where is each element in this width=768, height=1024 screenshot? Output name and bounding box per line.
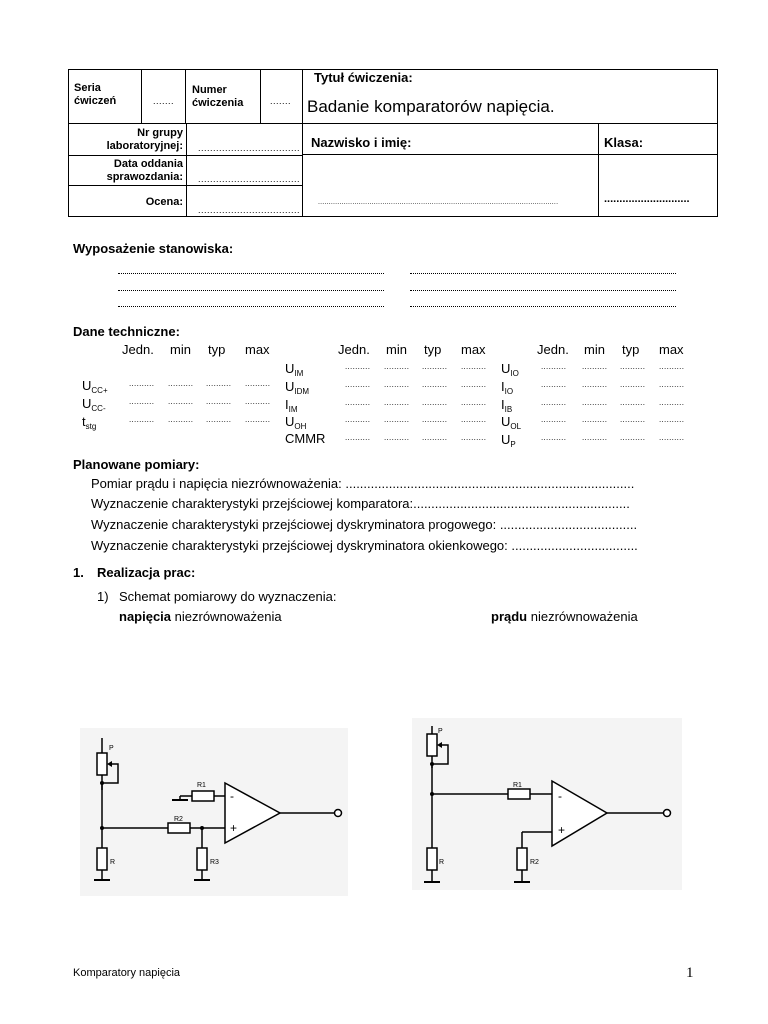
c1-r3-label: R3	[210, 859, 219, 866]
numer-value: .......	[270, 96, 292, 106]
value-placeholder: ..........	[461, 415, 487, 424]
value-placeholder: ..........	[345, 362, 371, 371]
numer-label: Numer ćwiczenia	[192, 84, 244, 109]
dotted-line	[118, 290, 384, 291]
sym-iim: $I_{IM}$	[285, 397, 298, 414]
col-jedn: Jedn.	[537, 342, 569, 357]
value-placeholder: ..........	[384, 380, 410, 389]
value-placeholder: ..........	[582, 415, 608, 424]
sym-iio: $I_{IO}$	[501, 379, 514, 396]
value-placeholder: ..........	[384, 415, 410, 424]
page-number: 1	[686, 965, 694, 981]
c1-plus: +	[230, 821, 238, 835]
value-placeholder: ..........	[541, 362, 567, 371]
dotted-line	[410, 306, 676, 307]
value-placeholder: ..........	[422, 398, 448, 407]
col-min: min	[170, 342, 191, 357]
value-placeholder: ..........	[461, 380, 487, 389]
col-jedn: Jedn.	[122, 342, 154, 357]
circuit-offset-voltage	[80, 728, 348, 896]
realizacja-title: Realizacja prac:	[97, 565, 196, 580]
schemat-left-label: napięcia niezrównoważenia	[119, 609, 282, 624]
dane-title: Dane techniczne:	[73, 324, 180, 339]
data-label: Data oddania sprawozdania:	[106, 158, 183, 183]
value-placeholder: ..........	[345, 433, 371, 442]
value-placeholder: ..........	[659, 433, 685, 442]
col-min: min	[386, 342, 407, 357]
value-placeholder: ..........	[659, 380, 685, 389]
realizacja-num: 1.	[73, 565, 84, 580]
nazwisko-label: Nazwisko i imię:	[311, 135, 412, 150]
value-placeholder: ..........	[422, 415, 448, 424]
pomiar-item-1: Pomiar prądu i napięcia niezrównoważenia: ................................................................................	[91, 476, 635, 491]
klasa-label: Klasa:	[604, 135, 644, 150]
c1-p-label: P	[109, 745, 114, 752]
dotted-line	[118, 273, 384, 274]
c2-p-label: P	[438, 728, 443, 735]
sym-uio: $U_{IO}$	[501, 361, 519, 378]
value-placeholder: ..........	[659, 362, 685, 371]
value-placeholder: ..........	[582, 380, 608, 389]
value-placeholder: ..........	[461, 362, 487, 371]
value-placeholder: ..........	[659, 398, 685, 407]
sym-cmmr: CMMR	[285, 431, 326, 446]
sym-up: $U_P$	[501, 432, 516, 449]
klasa-dots: ............................	[604, 193, 690, 205]
col-min: min	[584, 342, 605, 357]
col-typ: typ	[424, 342, 442, 357]
value-placeholder: ..........	[168, 397, 194, 406]
seria-value: .......	[153, 96, 175, 106]
value-placeholder: ..........	[129, 397, 155, 406]
pomiar-item-4: Wyznaczenie charakterystyki przejściowej dyskryminatora okienkowego: ...................................	[91, 538, 638, 553]
footer-title: Komparatory napięcia	[73, 967, 181, 979]
value-placeholder: ..........	[422, 362, 448, 371]
pomiary-title: Planowane pomiary:	[73, 457, 200, 472]
value-placeholder: ..........	[345, 380, 371, 389]
value-placeholder: ..........	[206, 415, 232, 424]
value-placeholder: ..........	[345, 415, 371, 424]
sym-uim: $U_{IM}$	[285, 361, 304, 378]
pomiar-item-2: Wyznaczenie charakterystyki przejściowej komparatora:............................................................	[91, 496, 630, 511]
value-placeholder: ..........	[620, 415, 646, 424]
col-jedn: Jedn.	[338, 342, 370, 357]
value-placeholder: ..........	[582, 433, 608, 442]
schemat-right-label: prądu niezrównoważenia	[491, 609, 638, 624]
value-placeholder: ..........	[384, 398, 410, 407]
col-max: max	[659, 342, 684, 357]
pomiar-item-3: Wyznaczenie charakterystyki przejściowej dyskryminatora progowego: ......................................	[91, 517, 638, 532]
value-placeholder: ..........	[129, 379, 155, 388]
c2-r2-label: R2	[530, 859, 539, 866]
nazwisko-dots: ................................................................................................................	[318, 199, 559, 206]
schemat-title: Schemat pomiarowy do wyznaczenia:	[119, 589, 337, 604]
dotted-line	[410, 273, 676, 274]
value-placeholder: ..........	[620, 380, 646, 389]
col-max: max	[461, 342, 486, 357]
tytul-label: Tytuł ćwiczenia:	[314, 70, 413, 85]
c2-minus: -	[558, 789, 562, 803]
value-placeholder: ..........	[620, 398, 646, 407]
value-placeholder: ..........	[345, 398, 371, 407]
col-typ: typ	[208, 342, 226, 357]
col-max: max	[245, 342, 270, 357]
value-placeholder: ..........	[620, 362, 646, 371]
circuit-offset-current	[412, 718, 682, 890]
data-dots: ..................................	[198, 174, 301, 184]
c1-r-label: R	[110, 859, 116, 866]
ocena-dots: ..................................	[198, 205, 301, 215]
c2-plus: +	[558, 823, 566, 837]
value-placeholder: ..........	[541, 433, 567, 442]
value-placeholder: ..........	[245, 379, 271, 388]
c1-r2-label: R2	[174, 816, 183, 823]
grupa-label: Nr grupy laboratoryjnej:	[106, 127, 183, 152]
sym-tstg: $t_{stg}$	[82, 414, 97, 431]
dotted-line	[410, 290, 676, 291]
value-placeholder: ..........	[541, 415, 567, 424]
value-placeholder: ..........	[422, 380, 448, 389]
value-placeholder: ..........	[659, 415, 685, 424]
c1-r1-label: R1	[197, 782, 206, 789]
wyposazenie-title: Wyposażenie stanowiska:	[73, 241, 234, 256]
value-placeholder: ..........	[206, 397, 232, 406]
seria-label: Seria ćwiczeń	[74, 82, 117, 107]
c2-r-label: R	[439, 859, 445, 866]
sym-uol: $U_{OL}$	[501, 414, 522, 431]
schemat-num: 1)	[97, 589, 109, 604]
ocena-label: Ocena:	[145, 196, 183, 208]
c1-minus: -	[230, 789, 234, 803]
value-placeholder: ..........	[461, 433, 487, 442]
sym-iib: $I_{IB}$	[501, 397, 513, 414]
value-placeholder: ..........	[582, 362, 608, 371]
value-placeholder: ..........	[541, 380, 567, 389]
value-placeholder: ..........	[206, 379, 232, 388]
value-placeholder: ..........	[384, 362, 410, 371]
c2-r1-label: R1	[513, 782, 522, 789]
sym-ucc-minus: $U_{CC-}$	[82, 396, 106, 413]
value-placeholder: ..........	[582, 398, 608, 407]
value-placeholder: ..........	[168, 379, 194, 388]
value-placeholder: ..........	[384, 433, 410, 442]
value-placeholder: ..........	[245, 415, 271, 424]
dotted-line	[118, 306, 384, 307]
value-placeholder: ..........	[168, 415, 194, 424]
grupa-dots: ..................................	[198, 143, 301, 153]
value-placeholder: ..........	[620, 433, 646, 442]
value-placeholder: ..........	[245, 397, 271, 406]
value-placeholder: ..........	[422, 433, 448, 442]
value-placeholder: ..........	[541, 398, 567, 407]
value-placeholder: ..........	[129, 415, 155, 424]
sym-uidm: $U_{IDM}$	[285, 379, 310, 396]
tytul-value: Badanie komparatorów napięcia.	[307, 97, 555, 116]
sym-uoh: $U_{OH}$	[285, 414, 307, 431]
value-placeholder: ..........	[461, 398, 487, 407]
sym-ucc-plus: $U_{CC+}$	[82, 378, 108, 395]
col-typ: typ	[622, 342, 640, 357]
